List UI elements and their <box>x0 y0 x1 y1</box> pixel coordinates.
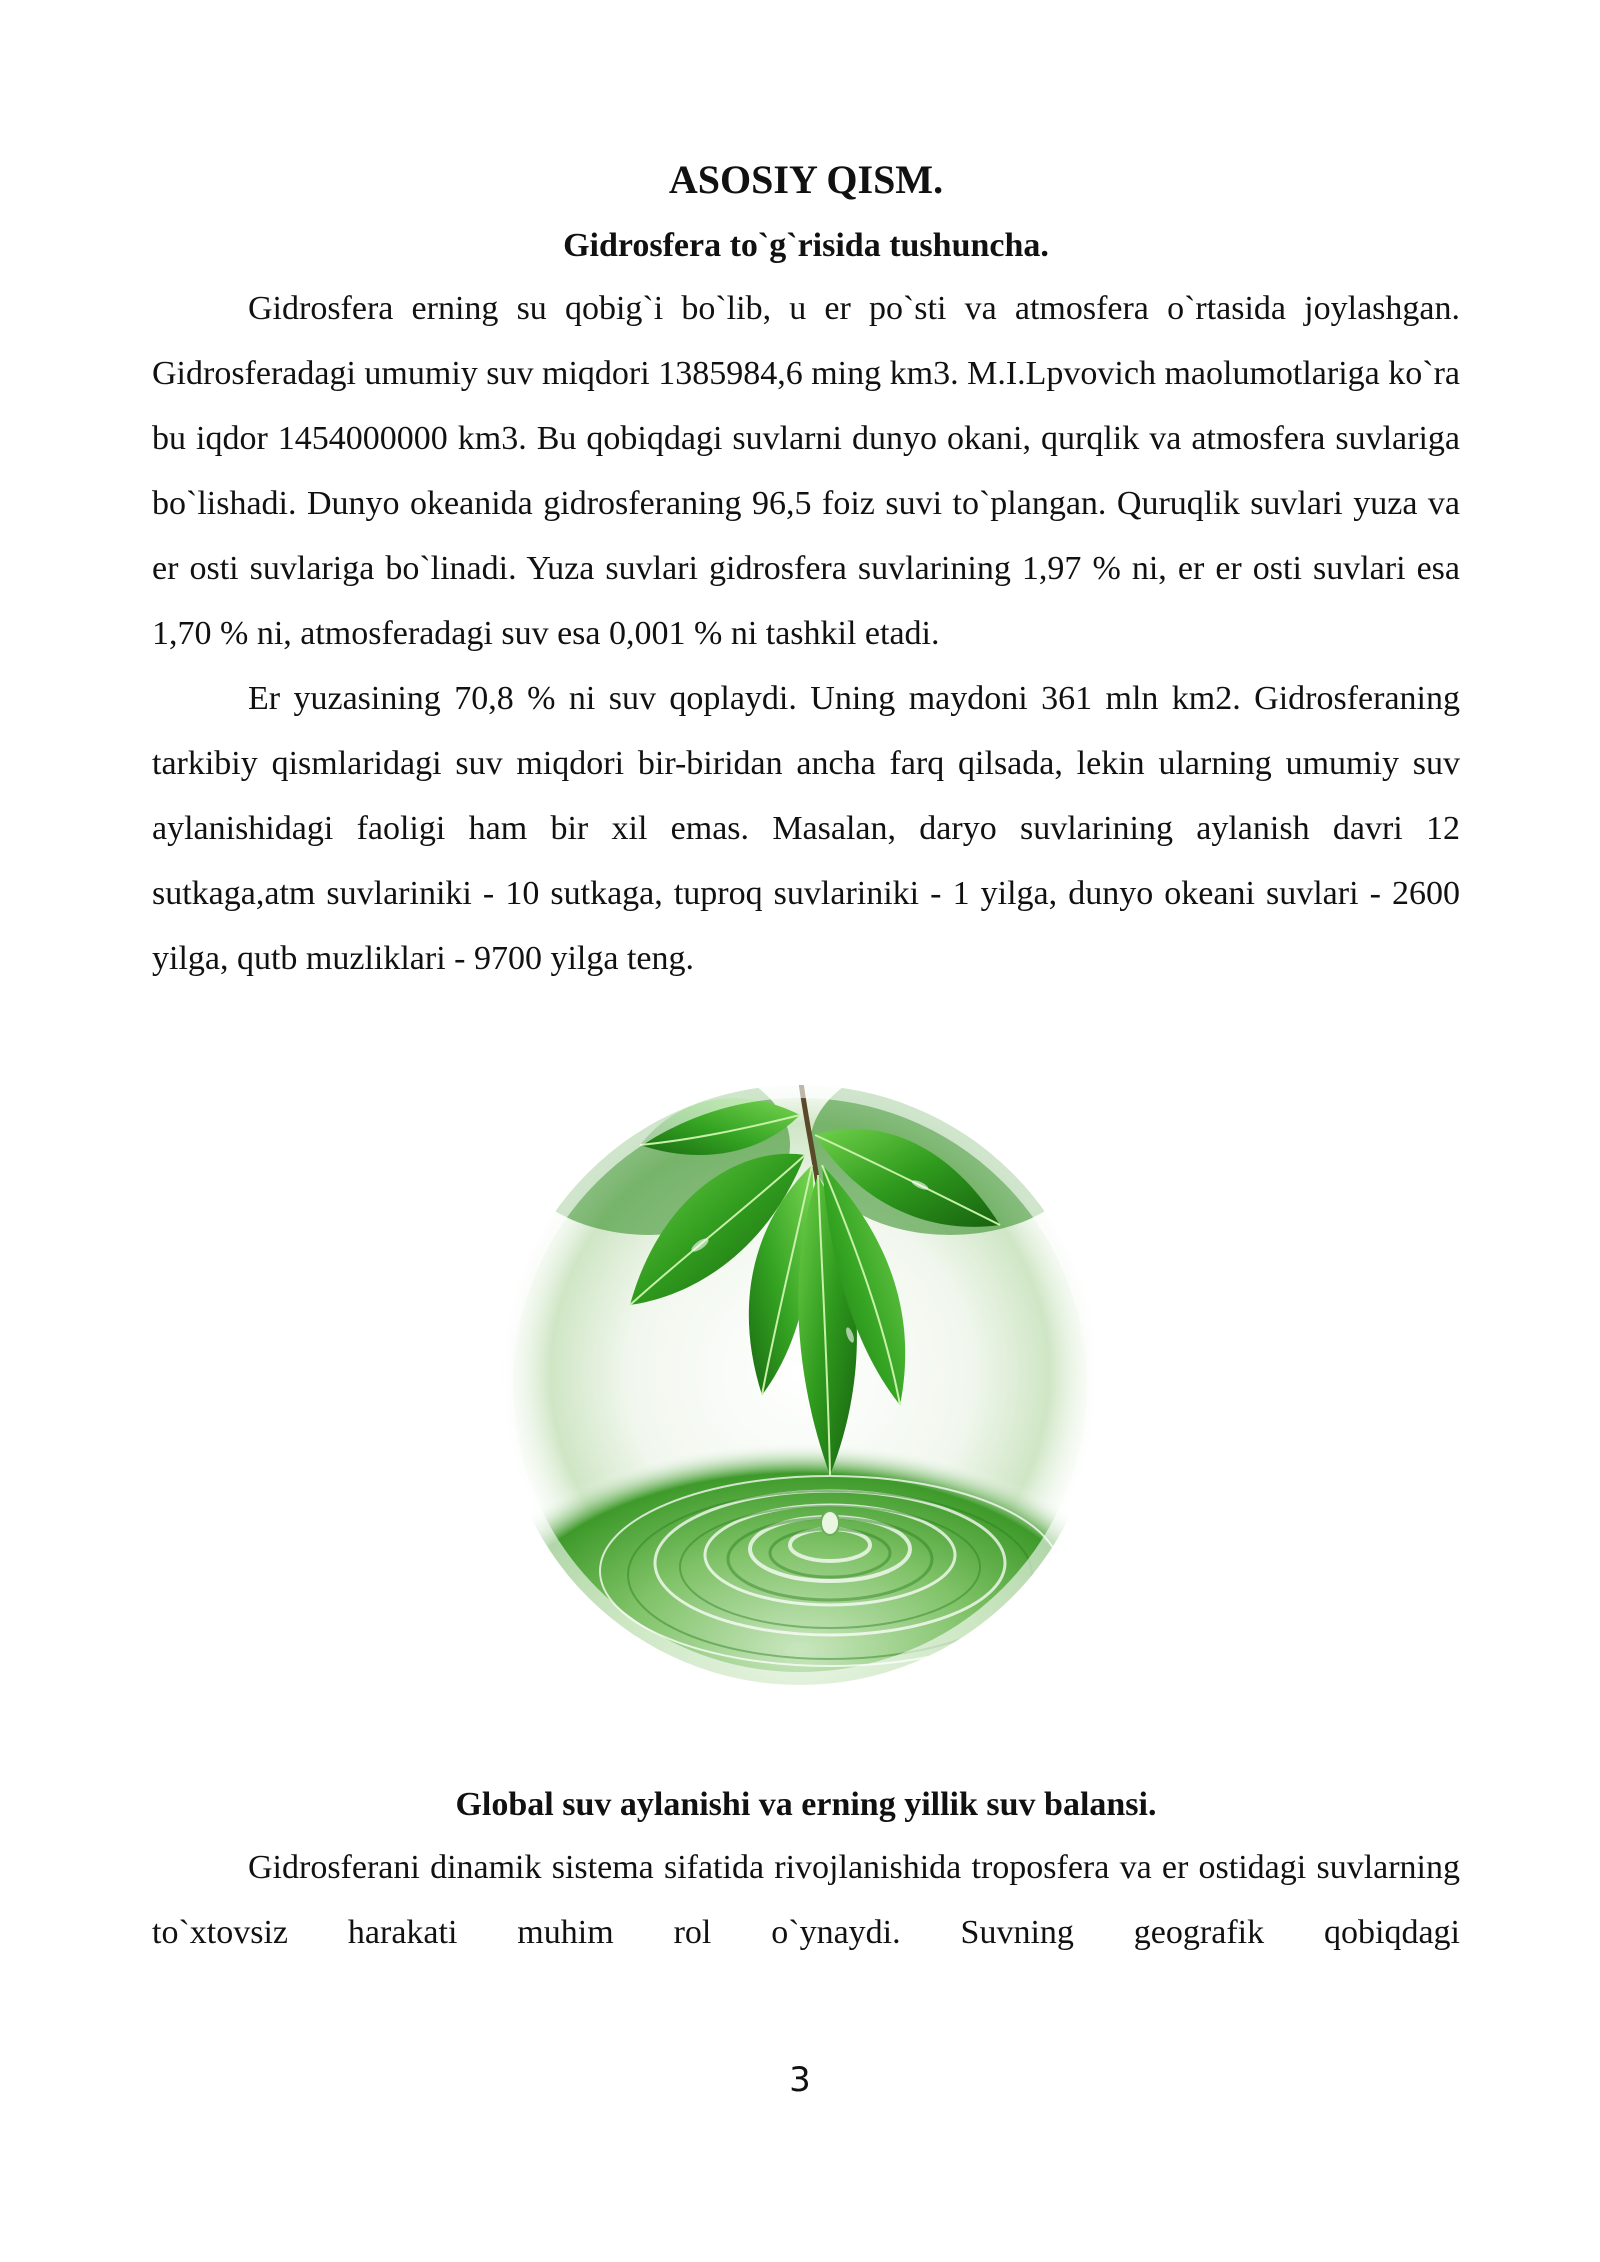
paragraph: Gidrosferani dinamik sistema sifatida rivojlanishida troposfera va er ostidagi suvlarning to`xtovsiz harakati muhim rol o`ynaydi. Suvning geografik qobiqdagi <box>152 1849 1460 1951</box>
paragraph: Gidrosfera erning su qobig`i bo`lib, u er po`sti va atmosfera o`rtasida joylashgan. Gidrosferadagi umumiy suv miqdori 1385984,6 ming km3. M.I.Lpvovich maolumotlariga ko`ra bu iqdor 1454000000 km3. Bu qobiqdagi suvlarni dunyo okani, qurqlik va atmosfera suvlariga bo`lishadi. Dunyo okeanida gidrosferaning 96,5 foiz suvi to`plangan. Quruqlik suvlari yuza va er osti suvlariga bo`linadi. Yuza suvlari gidrosfera suvlarining 1,97 % ni, er er osti suvlari esa 1,70 % ni, atmosferadagi suv esa 0,001 % ni tashkil etadi. <box>152 290 1460 652</box>
section-heading: Gidrosfera to`g`risida tushuncha. <box>563 227 1049 264</box>
leaves-over-water-illustration <box>500 1075 1100 1695</box>
section-2 <box>152 1775 1460 1965</box>
page-title: ASOSIY QISM. <box>668 157 944 202</box>
page-number: 3 <box>789 2060 811 2100</box>
section-1 <box>152 216 1460 991</box>
paragraph: Er yuzasining 70,8 % ni suv qoplaydi. Uning maydoni 361 mln km2. Gidrosferaning tarkibiy qismlaridagi suv miqdori bir-biridan ancha farq qilsada, lekin ularning umumiy suv aylanishidagi faoligi ham bir xil emas. Masalan, daryo suvlarining aylanish davri 12 sutkaga,atm suvlariniki - 10 sutkaga, tuproq suvlariniki - 1 yilga, dunyo okeani suvlari - 2600 yilga, qutb muzliklari - 9700 yilga teng. <box>152 680 1460 977</box>
main-title-block <box>152 150 1460 210</box>
section-heading: Global suv aylanishi va erning yillik suv balansi. <box>455 1786 1157 1823</box>
